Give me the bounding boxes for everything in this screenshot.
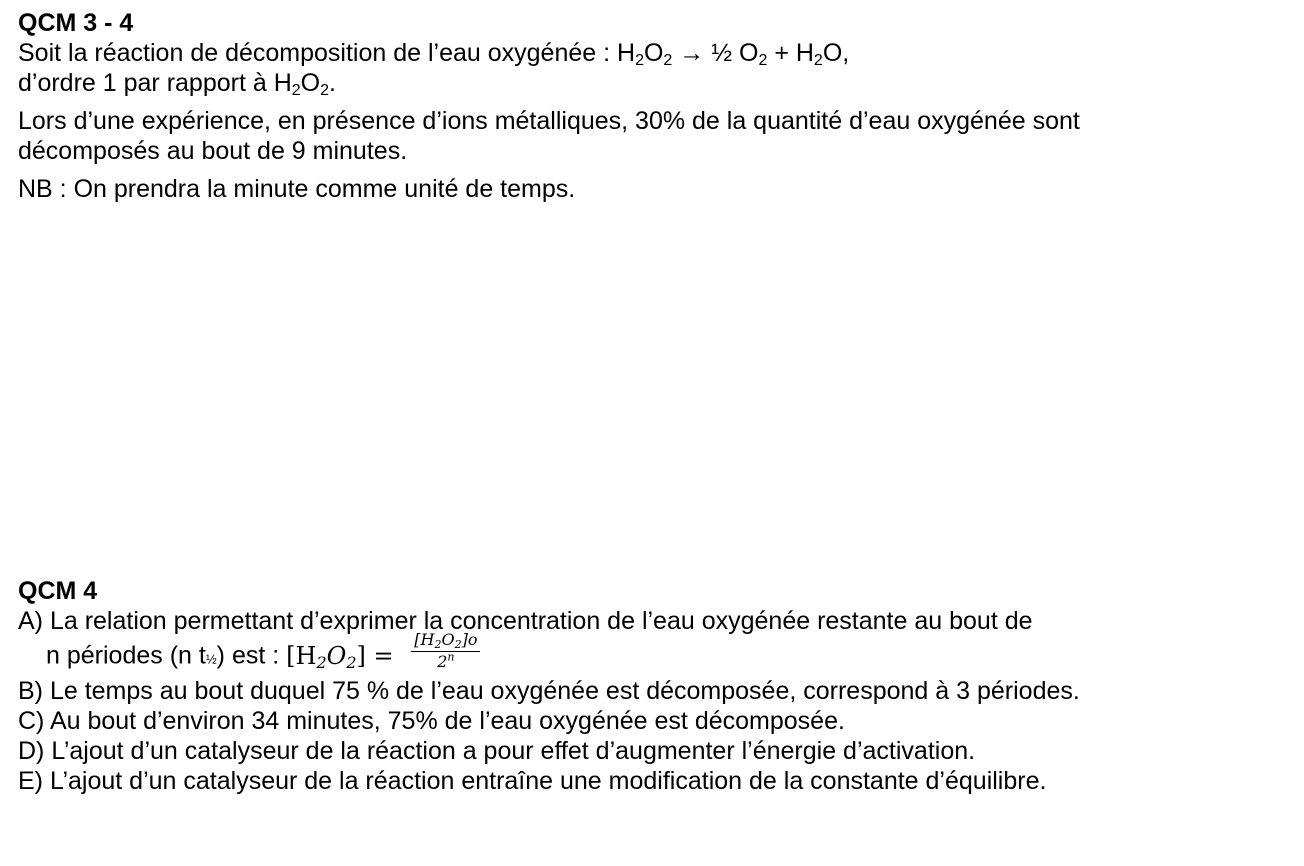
answer-a-line-2: n périodes (n t½) est : $[H_2O_2]$ = $\frac{[H_2O_2]o}{2^n}$ bbox=[18, 636, 1294, 674]
answer-c: C) Au bout d’environ 34 minutes, 75% de l’eau oxygénée est décomposée. bbox=[18, 707, 845, 735]
answer-a-line-1: A) La relation permettant d’exprimer la concentration de l’eau oxygénée restante au bout de bbox=[18, 607, 1033, 635]
fraction-denominator: 2$^n$ bbox=[437, 650, 455, 671]
experiment-line-2: décomposés au bout de 9 minutes. bbox=[18, 137, 408, 165]
qcm-4-section bbox=[18, 576, 1294, 796]
qcm-3-4-title: QCM 3 - 4 bbox=[18, 9, 134, 37]
experiment-line-1: Lors d’une expérience, en présence d’ions métalliques, 30% de la quantité d’eau oxygénée sont bbox=[18, 107, 1080, 135]
answer-b: B) Le temps au bout duquel 75 % de l’eau oxygénée est décomposée, correspond à 3 périodes. bbox=[18, 677, 1080, 705]
concentration-formula: $[H_2O_2]$ = bbox=[286, 641, 402, 672]
fraction-numerator: $[H_2O_2]o$ bbox=[411, 630, 480, 652]
qcm-3-4-section bbox=[18, 8, 1294, 204]
qcm-4-title: QCM 4 bbox=[18, 577, 98, 605]
answer-e: E) L’ajout d’un catalyseur de la réaction entraîne une modification de la constante d’équilibre. bbox=[18, 767, 1047, 795]
reaction-statement: Soit la réaction de décomposition de l’eau oxygénée : $H_2O_2$ → ½ $O_2 + H_2O$, bbox=[18, 39, 850, 69]
time-unit-note: NB : On prendra la minute comme unité de temps. bbox=[18, 175, 576, 203]
formula-fraction bbox=[411, 630, 480, 672]
reaction-order: d’ordre 1 par rapport à $H_2O_2$. bbox=[18, 69, 336, 99]
answer-d: D) L’ajout d’un catalyseur de la réaction a pour effet d’augmenter l’énergie d’activation. bbox=[18, 737, 976, 765]
